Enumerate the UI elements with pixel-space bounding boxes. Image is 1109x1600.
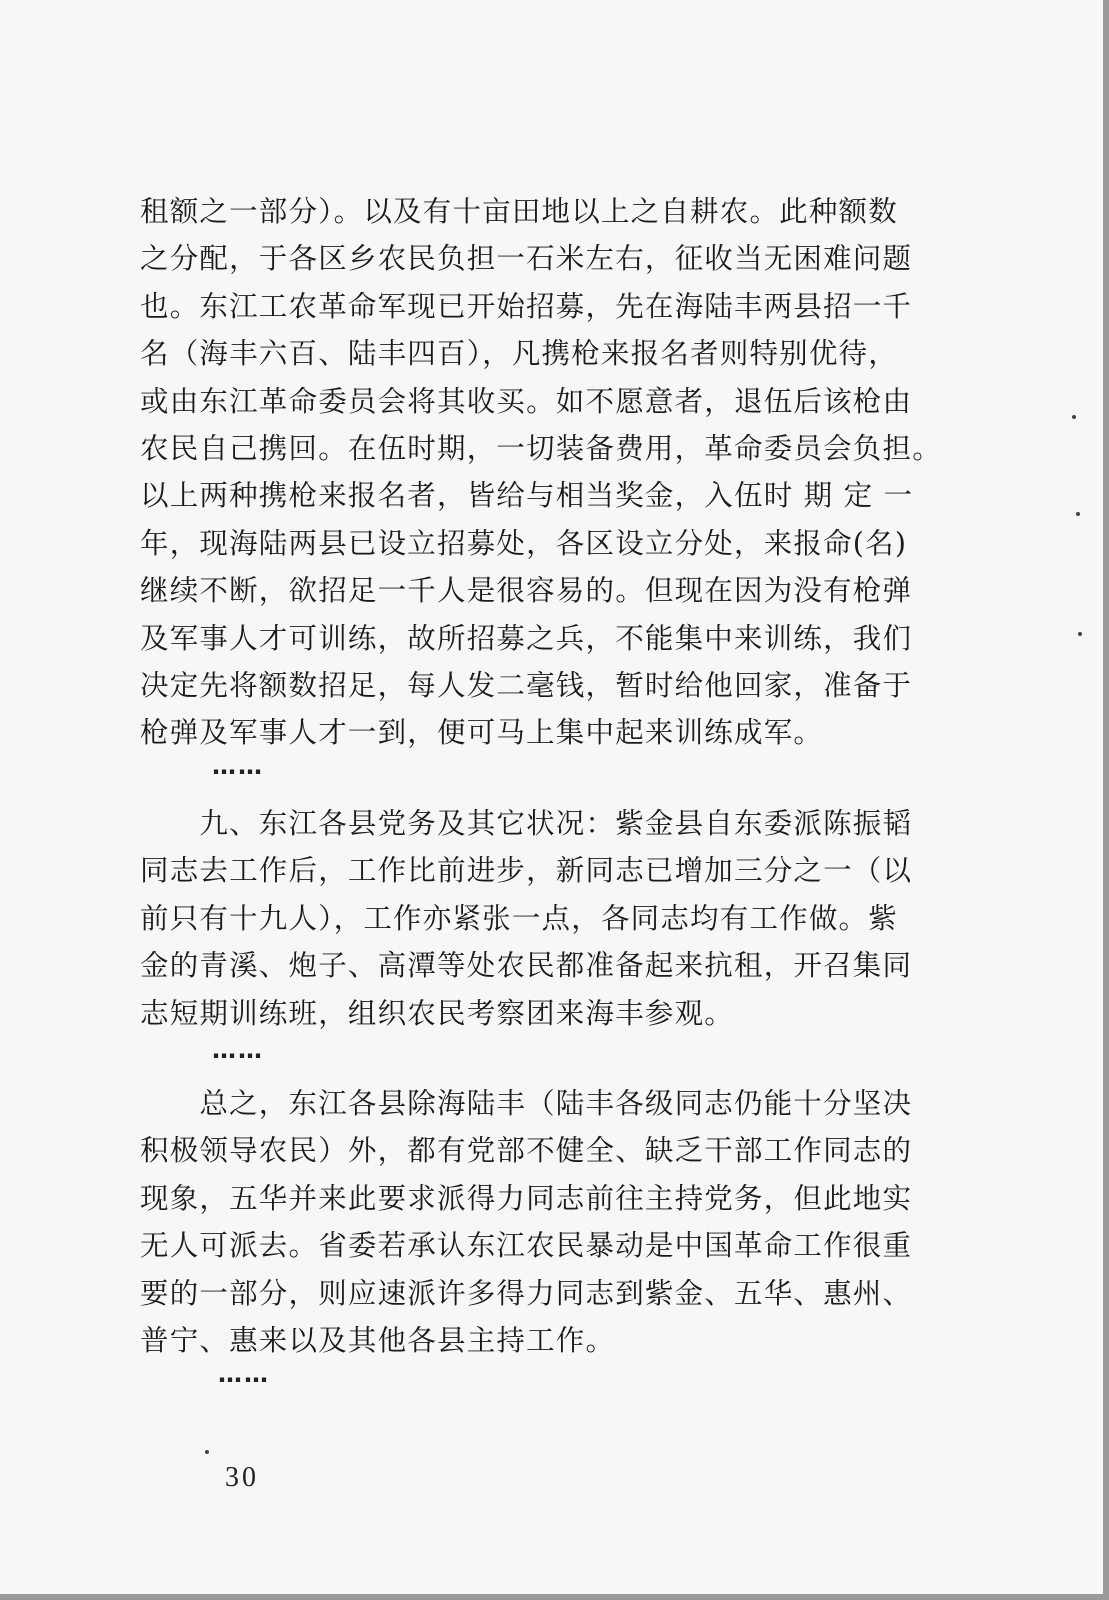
text-line: 也。东江工农革命军现已开始招募，先在海陆丰两县招一千 xyxy=(140,289,913,323)
omission-ellipsis: …… xyxy=(218,1360,270,1388)
omission-ellipsis: …… xyxy=(212,1036,264,1064)
text-line: 积极领导农民）外，都有党部不健全、缺乏干部工作同志的 xyxy=(140,1134,913,1168)
text-line: 以上两种携枪来报名者，皆给与相当奖金，入伍时 期 定 一 xyxy=(140,479,914,513)
text-line: 及军事人才可训练，故所招募之兵，不能集中来训练，我们 xyxy=(140,621,913,655)
text-line: 决定先将额数招足，每人发二毫钱，暂时给他回家，准备于 xyxy=(140,668,913,702)
text-line: 租额之一部分）。以及有十亩田地以上之自耕农。此种额数 xyxy=(140,195,898,228)
text-line: 继续不断，欲招足一千人是很容易的。但现在因为没有枪弹 xyxy=(140,574,913,608)
omission-ellipsis: …… xyxy=(212,752,264,780)
text-line: 枪弹及军事人才一到，便可马上集中起来训练成军。 xyxy=(140,716,824,750)
text-line: 普宁、惠来以及其他各县主持工作。 xyxy=(140,1323,616,1357)
page-number: 30 xyxy=(225,1462,259,1493)
text-line: 同志去工作后，工作比前进步，新同志已增加三分之一（以 xyxy=(140,854,913,888)
scan-speck xyxy=(205,1450,209,1454)
paragraph-block-1 xyxy=(140,188,990,757)
text-line: 农民自己携回。在伍时期，一切装备费用，革命委员会负担。 xyxy=(140,431,942,465)
text-line: 总之，东江各县除海陆丰（陆丰各级同志仍能十分坚决 xyxy=(140,1087,913,1120)
text-line: 之分配，于各区乡农民负担一石米左右，征收当无困难问题 xyxy=(140,242,913,276)
text-line: 九、东江各县党务及其它状况：紫金县自东委派陈振韬 xyxy=(140,807,913,840)
text-line: 志短期训练班，组织农民考察团来海丰参观。 xyxy=(140,996,735,1030)
scan-speck xyxy=(1078,632,1082,636)
text-line: 无人可派去。省委若承认东江农民暴动是中国革命工作很重 xyxy=(140,1229,913,1263)
text-line: 金的青溪、炮子、高潭等处农民都准备起来抗租，开召集同 xyxy=(140,949,913,983)
text-line: 前只有十九人），工作亦紧张一点，各同志均有工作做。紫 xyxy=(140,901,898,935)
text-line: 要的一部分，则应速派许多得力同志到紫金、五华、惠州、 xyxy=(140,1276,913,1310)
paragraph-block-2 xyxy=(140,800,990,1037)
scan-speck xyxy=(1072,415,1076,419)
text-line: 或由东江革命委员会将其收买。如不愿意者，退伍后该枪由 xyxy=(140,384,913,418)
text-line: 现象，五华并来此要求派得力同志前往主持党务，但此地实 xyxy=(140,1181,913,1215)
paragraph-block-3 xyxy=(140,1080,990,1364)
text-line: 年，现海陆两县已设立招募处，各区设立分处，来报命(名) xyxy=(140,526,908,560)
text-line: 名（海丰六百、陆丰四百），凡携枪来报名者则特别优待， xyxy=(140,337,898,371)
scan-speck xyxy=(1076,512,1080,516)
